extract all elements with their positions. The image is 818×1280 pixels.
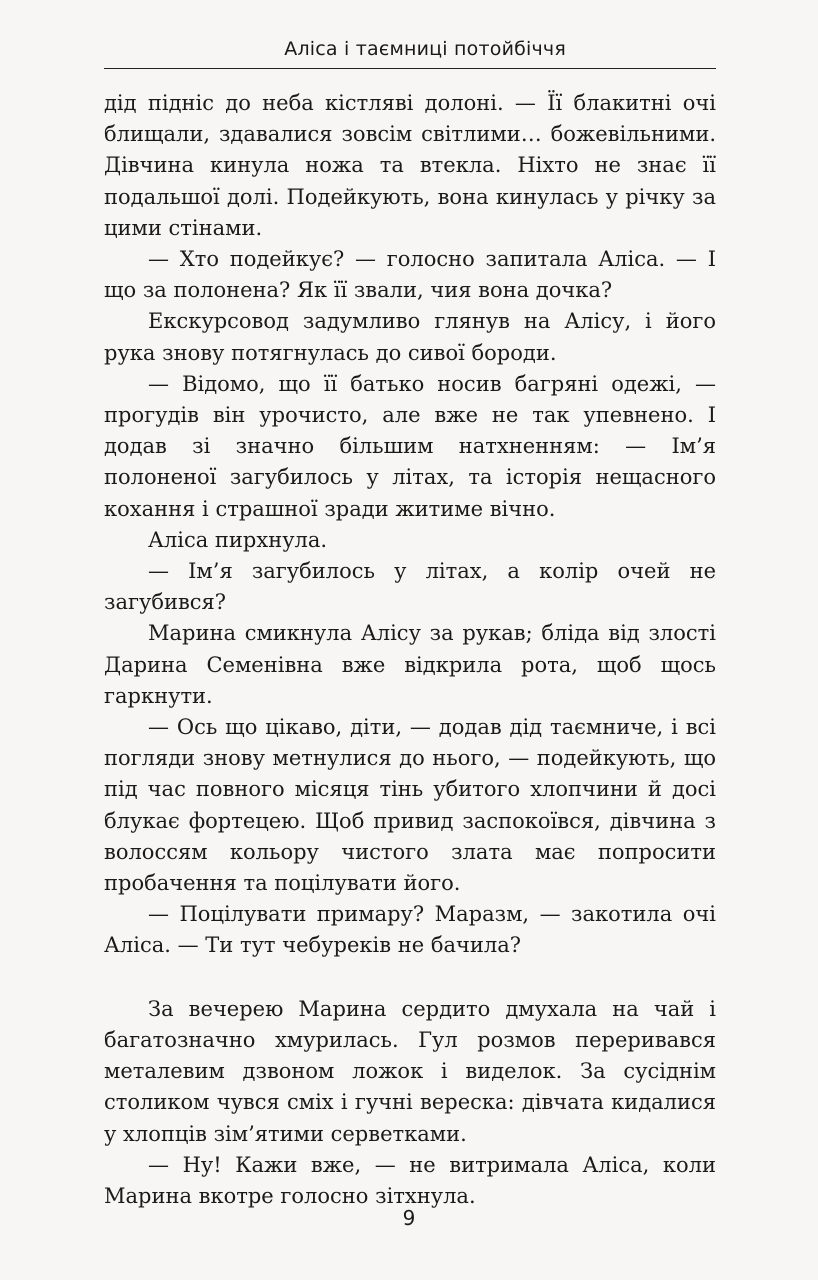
paragraph: — Поцілувати примару? Маразм, — закотила очі Аліса. — Ти тут чебуреків не бачила? <box>104 902 716 958</box>
page-number: 9 <box>402 1206 416 1230</box>
paragraph: Екскурсовод задумливо глянув на Алісу, і його рука знову потягнулась до сивої бороди. <box>104 309 716 365</box>
paragraph: За вечерею Марина сердито дмухала на чай і багатозначно хмурилась. Гул розмов переривався металевим дзвоном ложок і виделок. За сусіднім столиком чувся сміх і гучні вереска: дівчата кидалися у хлопців зім’ятими серветками. <box>104 996 716 1146</box>
paragraph: — Ось що цікаво, діти, — додав дід таємниче, і всі погляди знову метнулися до нього, — подейкують, що під час повного місяця тінь убитого хлопчини й досі блукає фортецею. Щоб привид заспокоївся, дівчина з волоссям кольору чистого злата має попросити пробачення та поцілувати його. <box>104 715 716 896</box>
running-header: Аліса і таємниці потойбіччя <box>284 38 566 60</box>
paragraph: — Відомо, що її батько носив багряні одежі, — прогудів він урочисто, але вже не так упевнено. І додав зі значно більшим натхненням: — Ім’я полоненої загубилось у літах, та історія нещасного кохання і страшної зради житиме вічно. <box>104 371 716 521</box>
paragraph: — Ім’я загубилось у літах, а колір очей не загубився? <box>104 559 716 615</box>
paragraph: — Ну! Кажи вже, — не витримала Аліса, коли Марина вкотре голосно зітхнула. <box>104 1152 716 1208</box>
body-text <box>104 88 716 1212</box>
paragraph: Аліса пирхнула. <box>148 527 328 552</box>
paragraph: — Хто подейкує? — голосно запитала Аліса. — І що за полонена? Як її звали, чия вона дочка? <box>104 247 716 303</box>
paragraph: Марина смикнула Алісу за рукав; бліда від злості Дарина Семенівна вже відкрила рота, щоб щось гаркнути. <box>104 621 716 708</box>
paragraph: дід підніс до неба кістляві долоні. — Її блакитні очі блищали, здавалися зовсім світлими… божевільними. Дівчина кинула ножа та втекла. Ніхто не знає її подальшої долі. Подейкують, вона кинулась у річку за цими стінами. <box>104 91 716 240</box>
header-rule <box>104 68 716 69</box>
section-break <box>104 962 716 994</box>
